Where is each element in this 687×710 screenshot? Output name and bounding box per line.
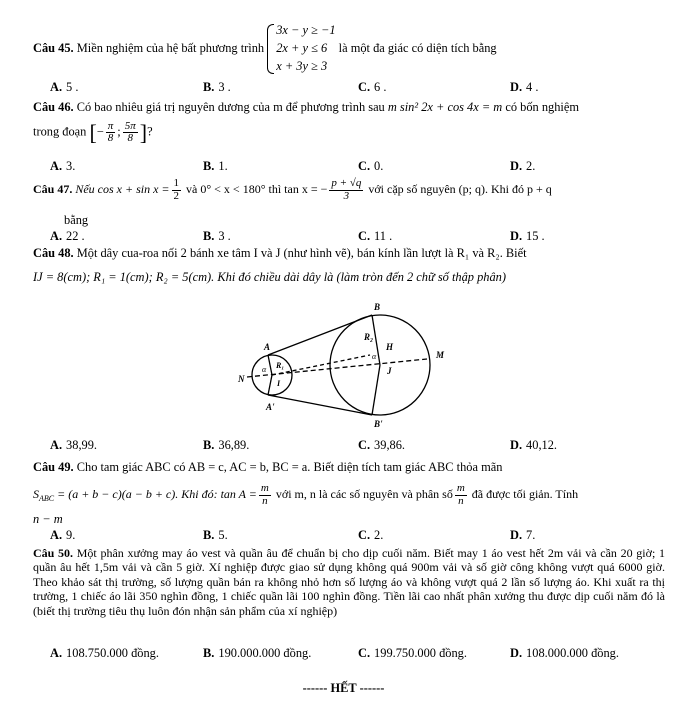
q48-text-2: IJ = 8(cm); R₁ = 1(cm); R₂ = 5(cm). Khi đó chiều dài dây là (làm tròn đến 2 chữ số thập phân) [33,270,506,284]
q45-option-b[interactable] [203,80,231,96]
belt-lower [268,395,372,415]
option-letter: C. [358,528,371,542]
option-value: 9. [66,528,76,542]
option-letter: C. [358,229,371,243]
q46-text-1: Có bao nhiêu giá trị nguyên dương của m để phương trình sau [76,100,385,114]
q48-stem-line2 [33,270,665,286]
option-value: 1. [218,159,228,173]
fraction-numerator: p + √q [331,177,362,189]
option-value: 3. [66,159,76,173]
q49-option-c[interactable] [358,528,383,544]
option-letter: A. [50,646,63,660]
bracket-open: [ [89,120,97,145]
label-m: M [436,350,445,360]
option-value: 199.750.000 đồng. [374,646,467,660]
end-marker: ------ HẾT ------ [302,681,385,695]
option-letter: B. [203,80,215,94]
option-letter: A. [50,229,63,243]
q50-option-c[interactable] [358,646,467,662]
q46-option-d[interactable] [510,159,535,175]
label-alpha-2: α [372,352,377,361]
label-a-prime: A' [266,402,275,412]
q49-text-1: Cho tam giác ABC có AB = c, AC = b, BC = a. Biết diện tích tam giác ABC thỏa mãn [76,460,503,474]
fraction-numerator: 1 [173,177,180,189]
option-letter: C. [358,80,371,94]
fraction-numerator: m [456,482,465,494]
q46-left-fraction [106,121,116,145]
q47-text-1: Nếu cos x + sin x = [75,181,170,196]
option-value: 2. [526,159,536,173]
option-value: 108.000.000 đồng. [526,646,619,660]
option-letter: C. [358,438,371,452]
q49-option-d[interactable] [510,528,535,544]
option-value: 36,89. [218,438,250,452]
q49-text-2c: với m, n là các số nguyên và phân số [275,486,453,501]
bracket-close: ] [139,120,148,145]
label-r1: R₁ [276,361,285,370]
q49-s: S [33,486,39,501]
fraction-denominator: 2 [173,189,180,202]
q47-stem [33,178,665,202]
label-alpha-1: α [262,365,267,374]
option-value: 3 . [218,229,231,243]
radius-a2 [268,375,272,395]
option-value: 5 . [66,80,79,94]
option-letter: A. [50,80,63,94]
q45-ineq-2: 2x + y ≤ 6 [276,40,328,55]
option-value: 22 . [66,229,85,243]
q49-s-sub: ABC [39,494,55,504]
fraction-numerator: π [107,119,114,132]
q48-text-1: Một dây cua-roa nối 2 bánh xe tâm I và J (như hình vẽ), bán kính lần lượt là R₁ và R₂. Biết [76,246,527,260]
option-letter: D. [510,80,523,94]
q47-label: Câu 47. [33,181,73,196]
q48-option-d[interactable] [510,438,557,454]
q48-label: Câu 48. [33,246,74,260]
q45-ineq-3: x + 3y ≥ 3 [276,58,328,73]
label-r2: R₂ [364,332,374,342]
q46-right-fraction [123,121,138,145]
q47-option-a[interactable] [50,229,85,245]
label-a: A [264,342,271,352]
q47-text-3: với cặp số nguyên (p; q). Khi đó p + q [368,181,552,196]
q46-text-3: trong đoạn [33,124,87,139]
radius-b2 [372,365,380,415]
q47-text-2: và 0° < x < 180° thì tan x = − [186,181,328,196]
option-value: 38,99. [66,438,98,452]
q47-half-fraction [172,178,182,202]
q47-option-b[interactable] [203,229,231,245]
q46-text-2: có bốn nghiệm [505,100,580,114]
option-value: 11 . [374,229,393,243]
option-letter: B. [203,159,215,173]
q49-label: Câu 49. [33,460,74,474]
q46-equation: m sin² 2x + cos 4x = m [387,100,503,114]
q45-system [267,22,335,76]
q49-option-a[interactable] [50,528,75,544]
q46-option-a[interactable] [50,159,75,175]
option-value: 7. [526,528,536,542]
q49-tan-fraction [259,483,271,507]
q50-option-a[interactable] [50,646,159,662]
q49-fraction-2 [455,483,467,507]
option-value: 15 . [526,229,545,243]
option-letter: D. [510,159,523,173]
label-i: I [277,379,281,388]
fraction-denominator: 8 [107,132,114,145]
q45-option-c[interactable] [358,80,386,96]
fraction-denominator: n [458,494,464,507]
q48-option-c[interactable] [358,438,405,454]
option-value: 5. [218,528,228,542]
q46-option-b[interactable] [203,159,228,175]
option-letter: D. [510,438,523,452]
option-letter: C. [358,646,371,660]
q46-option-c[interactable] [358,159,383,175]
q45-ineq-1: 3x − y ≥ −1 [276,23,336,37]
option-value: 108.750.000 đồng. [66,646,159,660]
option-value: 3 . [218,80,231,94]
q49-text-2d: đã được tối giản. Tính [471,486,579,501]
option-letter: D. [510,646,523,660]
q45-stem [33,22,665,76]
fraction-numerator: m [260,482,269,494]
option-letter: A. [50,159,63,173]
label-n: N [238,374,245,384]
q50-stem [33,546,665,618]
q49-text-2b: = (a + b − c)(a − b + c). Khi đó: tan A = [57,486,257,501]
q50-option-b[interactable] [203,646,311,662]
option-letter: B. [203,438,215,452]
radius-a [268,355,272,375]
label-h: H [386,342,394,352]
option-value: 190.000.000 đồng. [218,646,312,660]
option-value: 6 . [374,80,387,94]
option-letter: D. [510,528,523,542]
fraction-denominator: n [262,494,268,507]
option-letter: A. [50,438,63,452]
option-value: 4 . [526,80,539,94]
q45-text-before: Miền nghiệm của hệ bất phương trình [76,40,265,55]
q47-option-c[interactable] [358,229,392,245]
q47-option-d[interactable] [510,229,545,245]
belt-upper [268,315,372,355]
option-letter: B. [203,229,215,243]
option-letter: D. [510,229,523,243]
belt-pulley-figure [232,300,457,430]
option-letter: C. [358,159,371,173]
fraction-denominator: 3 [343,189,350,202]
fraction-numerator: 5π [124,119,136,132]
option-value: 0. [374,159,384,173]
q45-text-after: là một đa giác có diện tích bằng [338,40,497,55]
option-letter: A. [50,528,63,542]
q49-stem-line2 [33,483,665,507]
q50-label: Câu 50. [33,546,74,560]
q49-text-3: n − m [33,512,63,526]
option-letter: B. [203,528,215,542]
q46-stem [33,100,665,116]
q47-tan-fraction [329,178,363,202]
label-j: J [387,366,392,376]
q46-stem-line2: trong đoạn [− $\frac{\pi}{8}$ ; $\frac{5\pi}{8}$ ]? [33,119,153,145]
q47-text-4: bằng [64,213,89,227]
option-value: 40,12. [526,438,558,452]
q48-option-b[interactable] [203,438,249,454]
label-b-prime: B' [374,419,383,429]
parallel-line [272,355,370,375]
q49-stem [33,460,665,476]
q49-option-b[interactable] [203,528,228,544]
q46-label: Câu 46. [33,100,74,114]
q50-option-d[interactable] [510,646,619,662]
q45-option-a[interactable] [50,80,78,96]
fraction-denominator: 8 [127,132,133,145]
label-b: B [374,302,381,312]
q45-option-d[interactable] [510,80,538,96]
q45-label: Câu 45. [33,40,74,55]
q50-text: Một phân xưởng may áo vest và quần âu để chuẩn bị cho dịp cuối năm. Biết may 1 áo vest hết 2m vải và cần 20 giờ; 1 quần âu hết 1,5m vải và cần 5 giờ. Xí nghiệp được giao sử dụng không quá 900m vải và số giờ công không vượt quá 6000 giờ. Theo khảo sát thị trường, số lượng quần bán ra không nhỏ hơn số lượng áo và không vượt quá 2 lần số lượng áo. Khi xuất ra thị trường, 1 chiếc áo lãi 350 nghìn đồng, 1 chiếc quần lãi 100 nghìn đồng. Tiền lãi cao nhất phân xưởng thu được dịp cuối năm đó là (biết thị trường tiêu thụ luôn đón nhận sản phẩm của xí nghiệp) [33,546,666,618]
q48-option-a[interactable] [50,438,97,454]
option-value: 39,86. [374,438,406,452]
q48-stem [33,246,665,262]
option-letter: B. [203,646,215,660]
option-value: 2. [374,528,384,542]
